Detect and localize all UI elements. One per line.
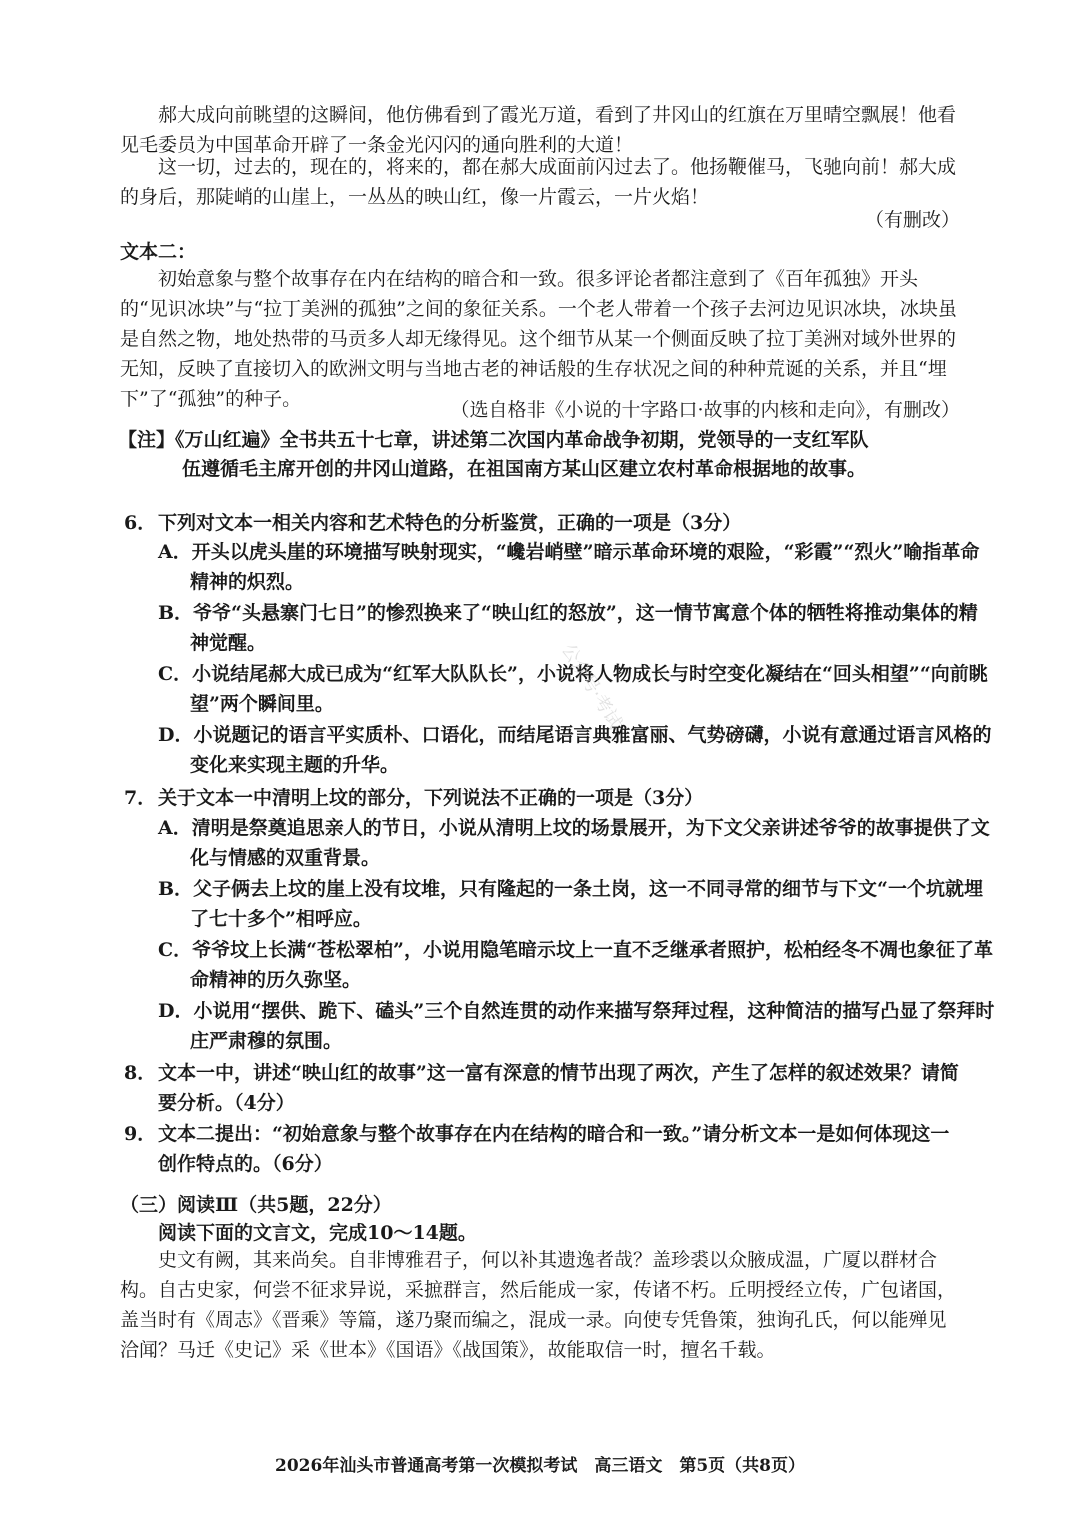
text1-edited-note: （有删改） (864, 209, 960, 231)
question-6-option-a: A．开头以虎头崖的环境描写映射现实，“巉岩峭壁”暗示革命环境的艰险，“彩霞”“烈火”喻指革命精神的炽烈。 (158, 541, 980, 593)
question-6-number: 6． (124, 512, 157, 534)
question-7-option-d: D．小说用“摆供、跪下、磕头”三个自然连贯的动作来描写祭拜过程，这种简洁的描写凸显了祭拜时庄严肃穆的氛围。 (158, 1000, 995, 1052)
question-7-number: 7． (124, 787, 157, 809)
reading-3-heading: （三）阅读Ⅲ（共5题，22分） (120, 1194, 392, 1216)
note-line-1: 《万山红遍》全书共五十七章，讲述第二次国内革命战争初期，党领导的一支红军队 (175, 429, 869, 451)
question-6-option-b: B．爷爷“头悬寨门七日”的惨烈换来了“映山红的怒放”，这一情节寓意个体的牺牲将推动集体的精神觉醒。 (158, 602, 978, 654)
question-7-option-c: C．爷爷坟上长满“苍松翠柏”，小说用隐笔暗示坟上一直不乏继承者照护，松柏经冬不凋也象征了革命精神的历久弥坚。 (158, 939, 993, 991)
question-6-option-c: C．小说结尾郝大成已成为“红军大队队长”，小说将人物成长与时空变化凝结在“回头相望”“向前眺望”两个瞬间里。 (158, 663, 988, 715)
question-6-stem: 下列对文本一相关内容和艺术特色的分析鉴赏，正确的一项是（3分） (158, 512, 742, 534)
question-8-number: 8． (124, 1062, 157, 1084)
page-footer: 2026年汕头市普通高考第一次模拟考试 高三语文 第5页（共8页） (275, 1456, 805, 1476)
question-8-stem: 文本一中，讲述“映山红的故事”这一富有深意的情节出现了两次，产生了怎样的叙述效果？请简要分析。（4分） (158, 1062, 959, 1114)
text1-paragraph-1: 郝大成向前眺望的这瞬间，他仿佛看到了霞光万道，看到了井冈山的红旗在万里晴空飘展！他看见毛委员为中国革命开辟了一条金光闪闪的通向胜利的大道！ (120, 104, 957, 156)
question-7-stem: 关于文本一中清明上坟的部分，下列说法不正确的一项是（3分） (158, 787, 704, 809)
question-9-number: 9． (124, 1123, 157, 1145)
note-label: 【注】 (118, 429, 176, 451)
question-7 (124, 783, 964, 813)
classical-chinese-passage: 史文有阙，其来尚矣。自非博雅君子，何以补其遗逸者哉？盖珍裘以众腋成温，广厦以群材合构。自古史家，何尝不征求异说，采摭群言，然后能成一家，传诸不朽。丘明授经立传，广包诸国，盖当时有《周志》《晋乘》等篇，遂乃聚而编之，混成一录。向使专凭鲁策，独询孔氏，何以能殚见洽闻？马迁《史记》采《世本》《国语》《战国策》，故能取信一时，擅名千载。 (120, 1249, 957, 1361)
text2-body: 初始意象与整个故事存在内在结构的暗合和一致。很多评论者都注意到了《百年孤独》开头的“见识冰块”与“拉丁美洲的孤独”之间的象征关系。一个老人带着一个孩子去河边见识冰块，冰块虽是自然之物，地处热带的马贡多人却无缘得见。这个细节从某一个侧面反映了拉丁美洲对域外世界的无知，反映了直接切入的欧洲文明与当地古老的神话般的生存状况之间的种种荒诞的关系，并且“埋下”了“孤独”的种子。 (120, 268, 957, 410)
question-7-option-a: A．清明是祭奠追思亲人的节日，小说从清明上坟的场景展开，为下文父亲讲述爷爷的故事提供了文化与情感的双重背景。 (158, 817, 990, 869)
question-9 (124, 1119, 964, 1179)
question-6 (124, 508, 964, 538)
watermark: 公众号·考试 (557, 640, 626, 733)
question-7-option-b: B．父子俩去上坟的崖上没有坟堆，只有隆起的一条土岗，这一不同寻常的细节与下文“一个坑就埋了七十多个”相呼应。 (158, 878, 983, 930)
text1-paragraph-2: 这一切，过去的，现在的，将来的，都在郝大成面前闪过去了。他扬鞭催马，飞驰向前！郝大成的身后，那陡峭的山崖上，一丛丛的映山红，像一片霞云，一片火焰！ (120, 156, 957, 208)
question-6-option-d: D．小说题记的语言平实质朴、口语化，而结尾语言典雅富丽、气势磅礴，小说有意通过语言风格的变化来实现主题的升华。 (158, 724, 992, 776)
reading-3-instruction: 阅读下面的文言文，完成10～14题。 (158, 1222, 477, 1244)
annotation-note (118, 425, 958, 455)
text2-source: （选自格非《小说的十字路口·故事的内核和走向》，有删改） (450, 399, 960, 421)
question-9-stem: 文本二提出：“初始意象与整个故事存在内在结构的暗合和一致。”请分析文本一是如何体现这一创作特点的。（6分） (158, 1123, 950, 1175)
question-8 (124, 1058, 964, 1118)
text2-heading: 文本二： (120, 241, 197, 263)
note-line-2: 伍遵循毛主席开创的井冈山道路，在祖国南方某山区建立农村革命根据地的故事。 (182, 458, 867, 480)
